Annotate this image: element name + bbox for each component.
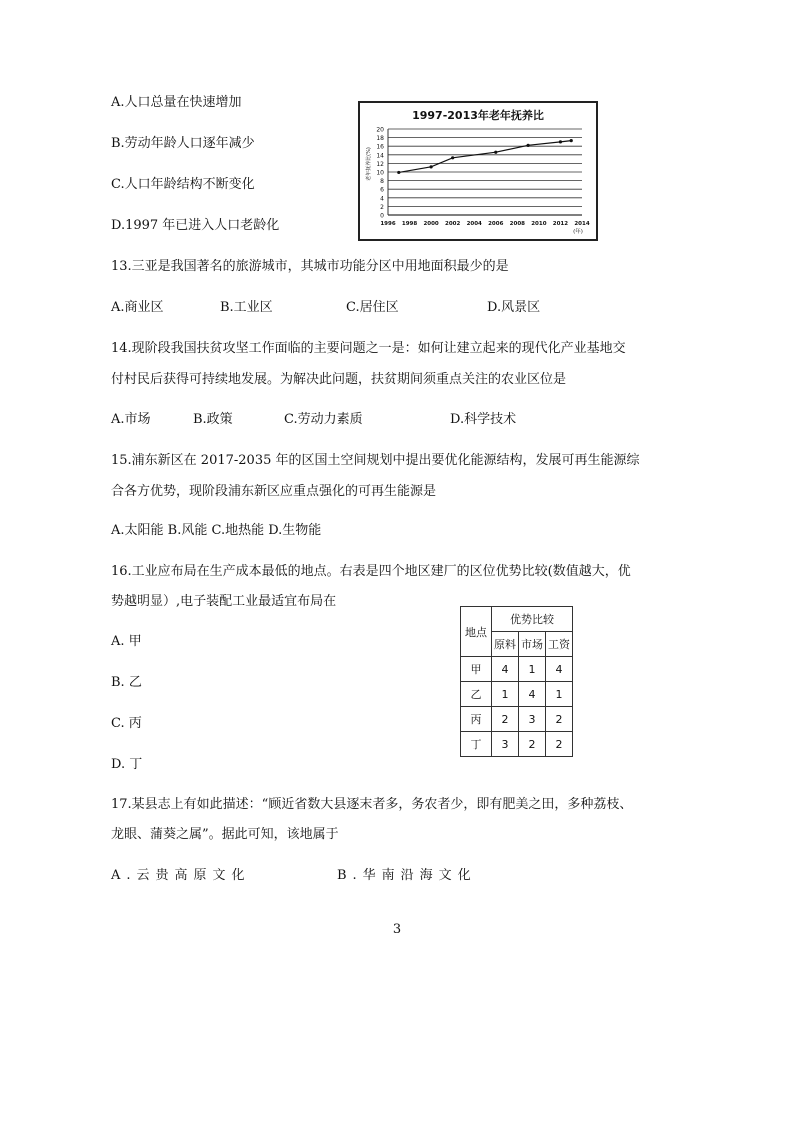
table-cell: 1 [492,682,519,707]
table-cell: 2 [546,707,573,732]
q17-option-a: A.云贵高原文化 [111,868,251,883]
table-cell: 4 [519,682,546,707]
chart-x-tick-label: 1996 [380,221,396,227]
chart-y-tick-label: 8 [380,178,384,186]
chart-x-tick-label: 2014 [574,221,590,227]
chart-x-tick-label: 2000 [423,221,439,227]
table-column-header: 工资 [546,632,573,657]
table-corner-header: 地点 [461,607,492,657]
q13-stem: 13.三亚是我国著名的旅游城市，其城市功能分区中用地面积最少的是 [111,259,509,274]
chart-y-tick-label: 14 [376,152,384,160]
q15-stem-line2: 合各方优势，现阶段浦东新区应重点强化的可再生能源是 [111,484,437,499]
chart-x-unit-label: (年) [573,229,583,235]
table-cell: 2 [492,707,519,732]
chart-y-tick-label: 6 [380,186,384,194]
chart-data-point [570,139,573,142]
chart-x-tick-label: 2004 [466,221,482,227]
table-row [461,682,573,707]
chart-x-tick-label: 2012 [552,221,569,227]
q13-option-b: B.工业区 [220,300,273,315]
table-column-header: 原料 [492,632,519,657]
table-row [461,657,573,682]
q16-option-d: D. 丁 [111,757,143,772]
q16-option-c: C. 丙 [111,716,142,731]
chart-data-point [451,156,454,159]
chart-data-point [430,165,433,168]
q12-option-d: D.1997 年已进入人口老龄化 [111,218,280,233]
q17-stem-line1: 17.某县志上有如此描述：“顾近省数大县逐末者多，务农者少，即有肥美之田，多种荔枝、 [111,797,633,812]
chart-x-tick-label: 1998 [401,221,418,227]
table-cell: 2 [519,732,546,757]
chart-x-tick-label: 2006 [488,221,504,227]
table-cell: 4 [492,657,519,682]
chart-y-axis-label: 老年抚养比(%) [366,147,372,181]
chart-data-point [397,171,400,174]
q14-option-b: B.政策 [193,412,233,427]
chart-y-tick-label: 10 [376,169,384,177]
table-row-label: 甲 [461,657,492,682]
chart-x-tick-label: 2002 [445,221,461,227]
chart-y-tick-label: 2 [380,203,384,211]
table-cell: 3 [492,732,519,757]
q12-option-a: A.人口总量在快速增加 [111,95,242,110]
q14-option-c: C.劳动力素质 [284,412,363,427]
old-age-dependency-chart [358,101,598,241]
table-cell: 2 [546,732,573,757]
q13-option-a: A.商业区 [111,300,164,315]
q14-stem-line2: 付村民后获得可持续地发展。为解决此问题，扶贫期间须重点关注的农业区位是 [111,372,567,387]
chart-x-tick-label: 2008 [509,221,525,227]
table-group-header: 优势比较 [492,607,573,632]
chart-y-tick-label: 16 [376,143,384,151]
table-cell: 1 [546,682,573,707]
table-row-label: 乙 [461,682,492,707]
table-row-label: 丁 [461,732,492,757]
q17-option-b: B.华南沿海文化 [337,868,477,883]
q14-option-d: D.科学技术 [450,412,517,427]
table-cell: 4 [546,657,573,682]
chart-x-tick-label: 2010 [531,221,547,227]
chart-title: 1997-2013年老年抚养比 [412,109,544,122]
chart-plot [360,103,596,239]
location-advantage-table [460,606,573,757]
chart-data-point [527,144,530,147]
q14-stem-line1: 14.现阶段我国扶贫攻坚工作面临的主要问题之一是：如何让建立起来的现代化产业基地交 [111,341,626,356]
q12-option-b: B.劳动年龄人口逐年减少 [111,136,255,151]
q13-option-d: D.风景区 [487,300,541,315]
q14-option-a: A.市场 [111,412,151,427]
chart-y-tick-label: 12 [376,160,384,168]
q12-option-c: C.人口年龄结构不断变化 [111,177,255,192]
table-column-header: 市场 [519,632,546,657]
chart-series-line [399,141,571,173]
q16-option-b: B. 乙 [111,675,142,690]
chart-y-tick-label: 20 [376,126,384,134]
chart-y-tick-label: 4 [380,195,384,203]
table-cell: 1 [519,657,546,682]
table-row [461,732,573,757]
table-row-label: 丙 [461,707,492,732]
q16-option-a: A. 甲 [111,634,142,649]
q15-stem-line1: 15.浦东新区在 2017-2035 年的区国土空间规划中提出要优化能源结构，发展可再生能源综 [111,453,640,468]
q17-stem-line2: 龙眼、蒲葵之属”。据此可知，该地属于 [111,827,339,842]
chart-data-point [559,140,562,143]
page-number: 3 [392,922,402,937]
table-row [461,707,573,732]
q13-option-c: C.居住区 [346,300,399,315]
chart-data-point [494,151,497,154]
q15-options: A.太阳能 B.风能 C.地热能 D.生物能 [111,523,322,538]
table-cell: 3 [519,707,546,732]
q16-stem-line2: 势越明显）,电子装配工业最适宜布局在 [111,594,337,609]
q16-stem-line1: 16.工业应布局在生产成本最低的地点。右表是四个地区建厂的区位优势比较(数值越大，优 [111,564,631,579]
chart-y-tick-label: 18 [376,135,384,143]
chart-y-tick-label: 0 [380,212,384,220]
